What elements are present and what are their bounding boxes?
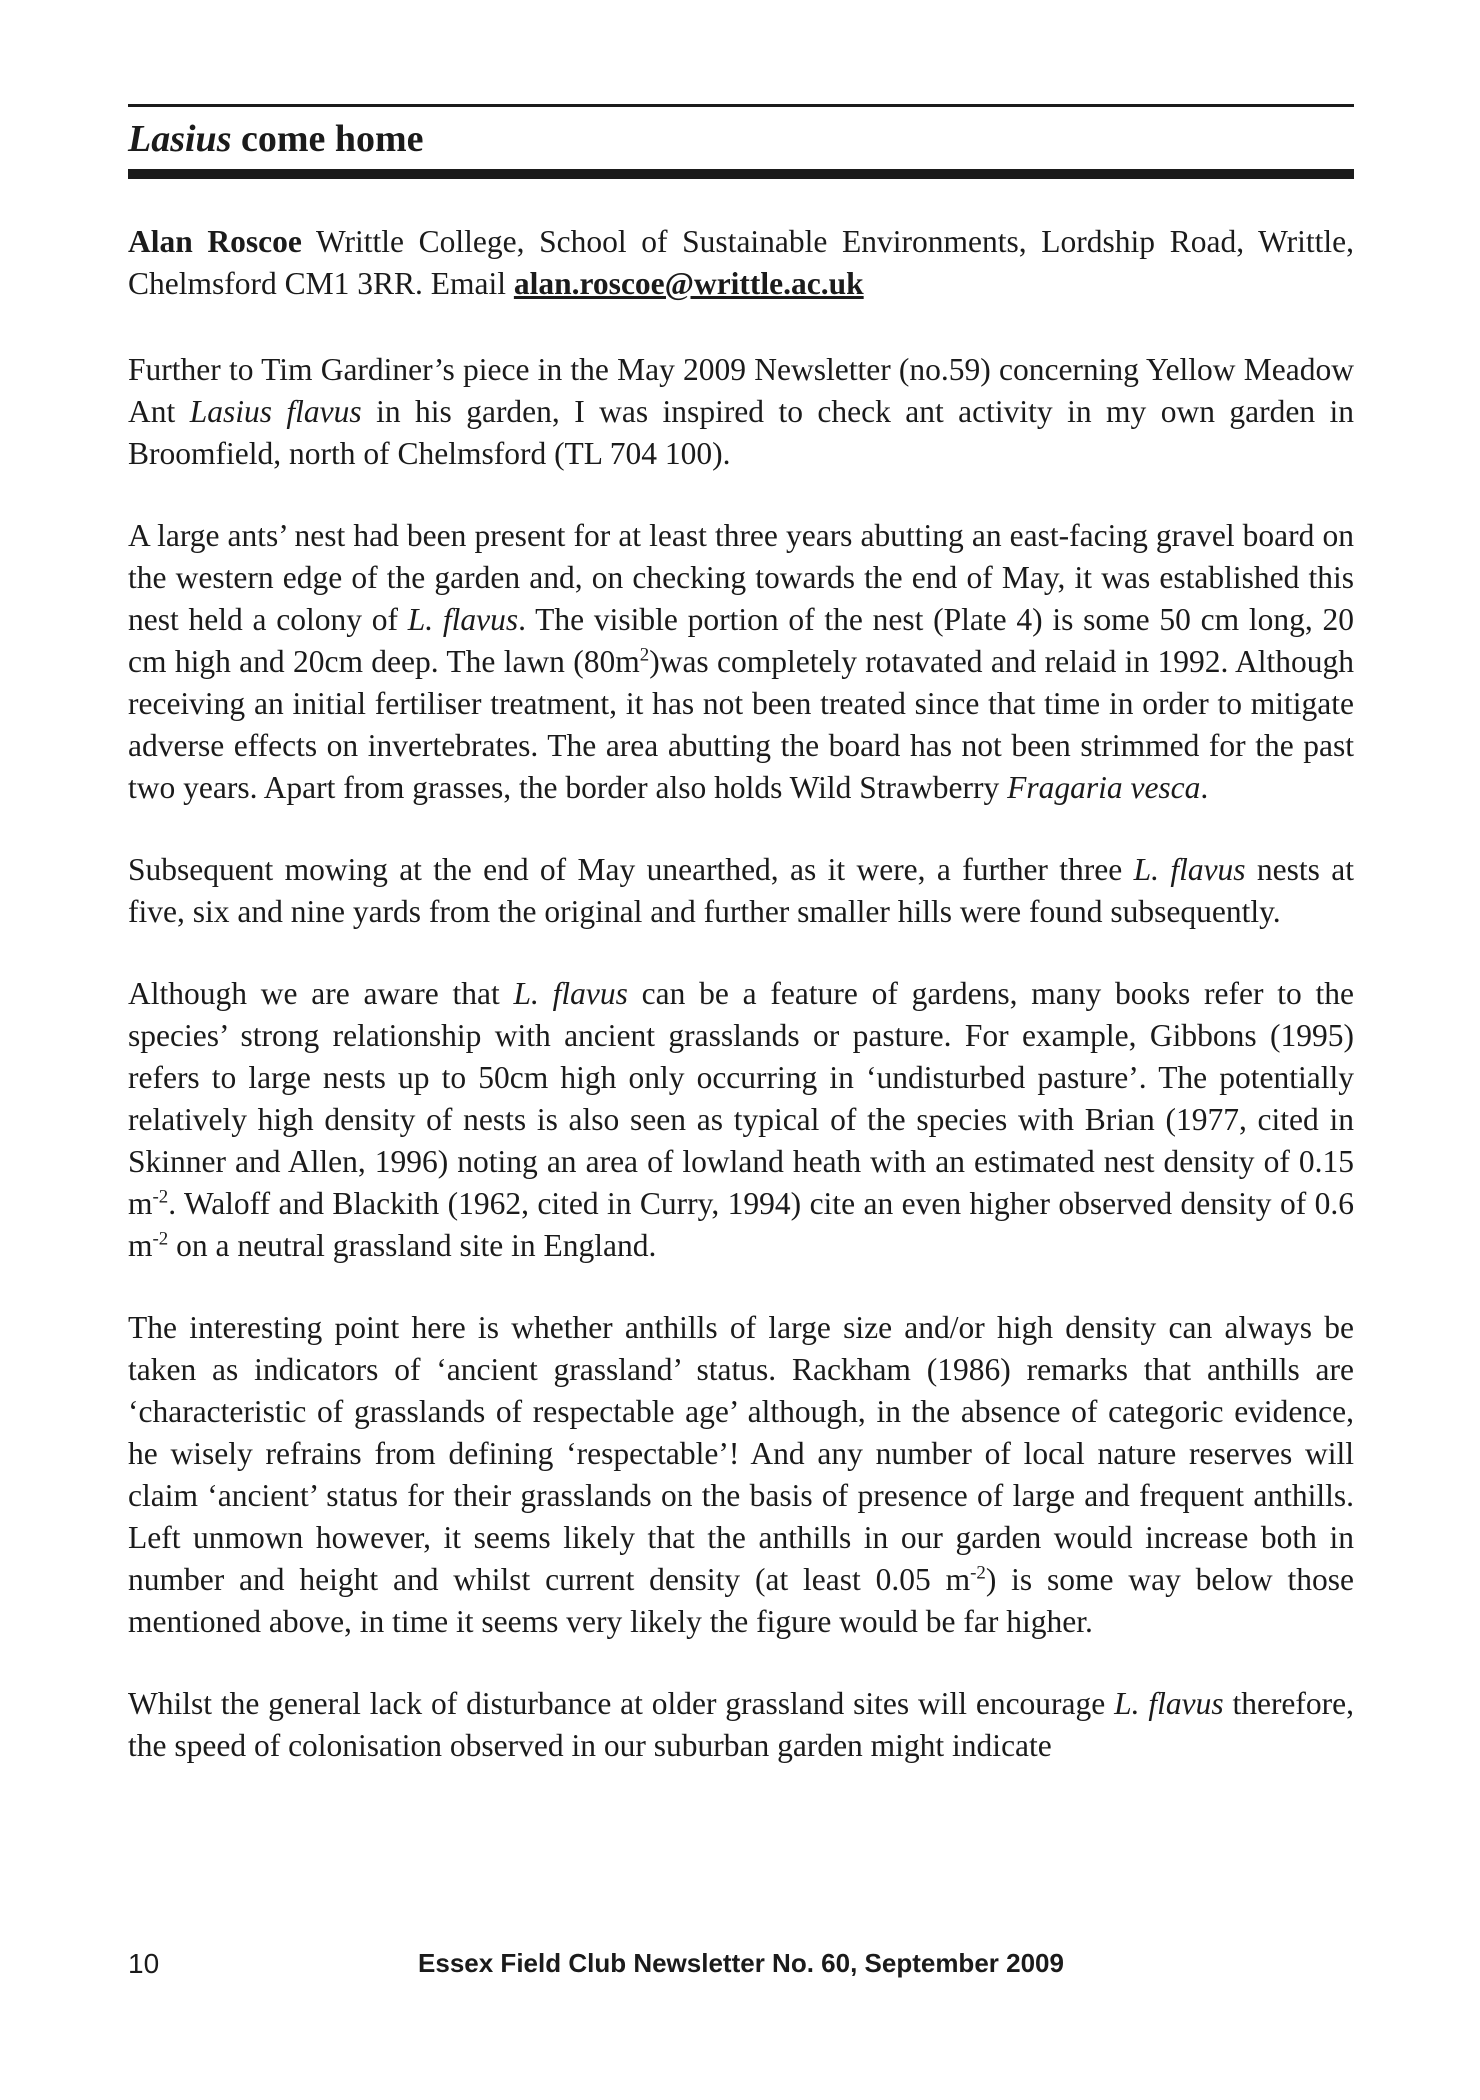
text: Although we are aware that: [128, 976, 514, 1011]
text: Subsequent mowing at the end of May unearthed, as it were, a further three: [128, 852, 1134, 887]
author-affiliation: Writtle College, School of Sustainable Environments, Lordship Road, Writtle, Chelmsford CM1 3RR. Email: [128, 224, 1354, 301]
text: on a neutral grassland site in England.: [168, 1228, 657, 1263]
title-top-rule: [128, 104, 1354, 107]
article-title: [128, 113, 1354, 165]
paragraph-1: [128, 349, 1354, 475]
author-block: [128, 221, 1354, 305]
text: can be a feature of gardens, many books refer to the species’ strong relationship with ancient grasslands or pasture. For example, Gibbons (1995) refers to large nests up to 50cm high only occurring in ‘undisturbed pasture’. The potentially relatively high density of nests is also seen as typical of the species with Brian (1977, cited in Skinner and Allen, 1996) noting an area of lowland heath with an estimated nest density of 0.15 m: [128, 976, 1355, 1221]
author-name: Alan Roscoe: [128, 224, 302, 259]
title-rest: come home: [231, 118, 424, 160]
superscript: -2: [152, 1228, 169, 1250]
paragraph-3: [128, 849, 1354, 933]
page-number: 10: [128, 1948, 160, 1979]
paragraph-2: [128, 515, 1354, 809]
text: The interesting point here is whether anthills of large size and/or high density can always be taken as indicators of ‘ancient grassland’ status. Rackham (1986) remarks that anthills are ‘characteristic of grasslands of respectable age’ although, in the absence of categoric evidence, he wisely refrains from defining ‘respectable’! And any number of local nature reserves will claim ‘ancient’ status for their grasslands on the basis of presence of large and frequent anthills. Left unmown however, it seems likely that the anthills in our garden would increase both in number and height and whilst current density (at least 0.05 m: [128, 1310, 1354, 1597]
text: therefore, the speed of colonisation observed in our suburban garden might indicate: [128, 1686, 1354, 1763]
species-name: L. flavus: [407, 602, 519, 637]
species-name: Lasius flavus: [189, 394, 362, 429]
superscript: 2: [639, 644, 650, 666]
species-name: Fragaria vesca: [1007, 770, 1201, 805]
article: [128, 104, 1354, 1807]
text: A large ants’ nest had been present for at least three years abutting an east-facing gravel board on the western edge of the garden and, on checking towards the end of May, it was established this nest held a colony of: [128, 518, 1354, 637]
text: Further to Tim Gardiner’s piece in the May 2009 Newsletter (no.59) concerning Yellow Meadow Ant: [128, 352, 1354, 429]
species-name: L. flavus: [1114, 1686, 1224, 1721]
paragraph-6: [128, 1683, 1354, 1767]
author-email-link[interactable]: alan.roscoe@writtle.ac.uk: [513, 266, 864, 301]
title-genus: Lasius: [128, 118, 232, 160]
paragraph-4: [128, 973, 1354, 1267]
publication-title: Essex Field Club Newsletter No. 60, September 2009: [418, 1948, 1064, 1978]
paragraph-5: [128, 1307, 1354, 1643]
text: .: [1200, 770, 1209, 805]
superscript: -2: [970, 1562, 986, 1584]
text: nests at five, six and nine yards from the original and further smaller hills were found subsequently.: [128, 852, 1355, 929]
text: . The visible portion of the nest (Plate 4) is some 50 cm long, 20 cm high and 20cm deep. The lawn (80m: [128, 602, 1355, 679]
text: ) is some way below those mentioned above, in time it seems very likely the figure would be far higher.: [128, 1562, 1354, 1639]
species-name: L. flavus: [1133, 852, 1246, 887]
species-name: L. flavus: [513, 976, 628, 1011]
title-bottom-rule: [128, 169, 1354, 179]
text: in his garden, I was inspired to check ant activity in my own garden in Broomfield, north of Chelmsford (TL 704 100).: [128, 394, 1355, 471]
text: Whilst the general lack of disturbance at older grassland sites will encourage: [128, 1686, 1115, 1721]
page-footer: [128, 1948, 1354, 1988]
superscript: -2: [152, 1186, 169, 1208]
text: )was completely rotavated and relaid in 1992. Although receiving an initial fertiliser treatment, it has not been treated since that time in order to mitigate adverse effects on invertebrates. The area abutting the board has not been strimmed for the past two years. Apart from grasses, the border also holds Wild Strawberry: [128, 644, 1354, 805]
text: . Waloff and Blackith (1962, cited in Curry, 1994) cite an even higher observed density of 0.6 m: [128, 1186, 1354, 1263]
article-body: [128, 221, 1354, 1767]
